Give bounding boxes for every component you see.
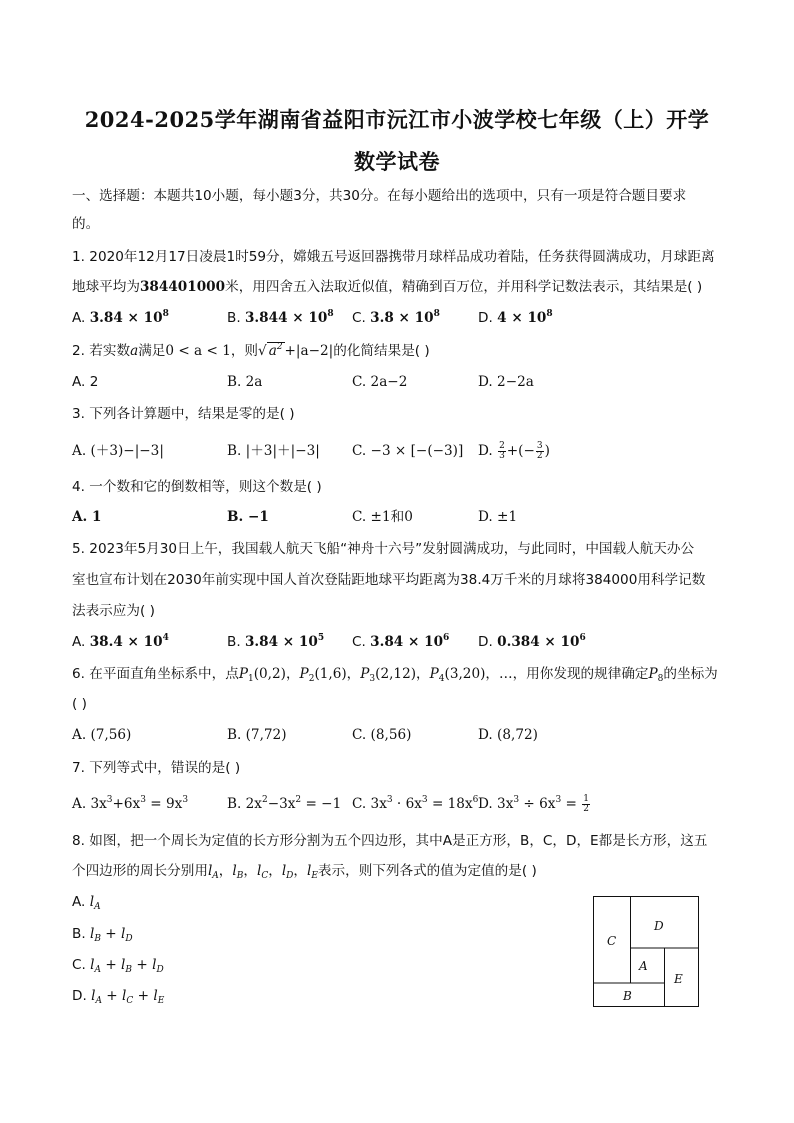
q2-option-b[interactable]: B. 2a — [227, 374, 263, 390]
q1-option-a[interactable]: A. $3.84 \times 10^8$ — [72, 309, 169, 326]
q5-stem-line3: 法表示应为( ) — [72, 603, 155, 619]
region-label-c: C — [607, 934, 617, 948]
q8-option-d[interactable]: D. $l_A + l_C + l_E$ — [72, 988, 165, 1006]
q1-stem-line2: 地球平均为384401000米，用四舍五入法取近似值，精确到百万位，并用科学记数法表示，其结果是( ) — [72, 279, 703, 295]
q5-option-d[interactable]: D. $0.384 \times 10^6$ — [478, 633, 586, 650]
q4-options — [72, 507, 732, 527]
q8-option-b[interactable]: B. $l_B + l_D$ — [72, 926, 133, 944]
q6-option-a[interactable]: A. (7,56) — [72, 727, 132, 743]
q3-option-b[interactable]: B. |＋3|＋|−3| — [227, 443, 320, 459]
region-label-e: E — [674, 972, 683, 986]
q7-option-b[interactable]: B. $2x^2-3x^2 = -1$ — [227, 795, 342, 812]
q3-option-c[interactable]: C. −3 × [−(−3)] — [352, 443, 464, 459]
q3-stem: 3. 下列各计算题中，结果是零的是( ) — [72, 406, 295, 422]
q1-options — [72, 308, 732, 328]
q1-stem-line1: 1. 2020年12月17日凌晨1时59分，嫦娥五号返回器携带月球样品成功着陆，任务获得圆满成功，月球距离 — [72, 249, 715, 265]
section-instructions-cont: 的。 — [72, 216, 100, 232]
q5-option-c[interactable]: C. $3.84 \times 10^6$ — [352, 633, 450, 650]
q7-option-c[interactable]: C. $3x^3 \cdot 6x^3 = 18x^6$ — [352, 795, 479, 812]
q3-option-a[interactable]: A. (＋3)−|−3| — [72, 443, 164, 459]
section-instructions: 一、选择题：本题共10小题，每小题3分，共30分。在每小题给出的选项中，只有一项是符合题目要求 — [72, 188, 687, 204]
q4-option-c[interactable]: C. ±1和0 — [352, 509, 413, 525]
exam-title-line2: 数学试卷 — [354, 149, 440, 174]
q8-option-a[interactable]: A. $l_A$ — [72, 894, 101, 912]
q2-option-a[interactable]: A. 2 — [72, 374, 99, 390]
q6-stem-line1: 6. 在平面直角坐标系中，点$P_1(0,2)$，$P_2(1,6)$，$P_3(2,12)$，$P_4(3,20)$，…，用你发现的规律确定$P_8$的坐标为 — [72, 666, 718, 684]
q2-option-c[interactable]: C. 2a−2 — [352, 374, 408, 390]
q7-option-d[interactable]: D. $3x^3 \div 6x^3$ = $\frac{1}{2}$ — [478, 794, 589, 814]
q6-stem-line2: ( ) — [72, 696, 87, 712]
q2-options — [72, 372, 732, 392]
q4-option-d[interactable]: D. ±1 — [478, 509, 518, 525]
q5-stem-line2: 室也宣布计划在2030年前实现中国人首次登陆距地球平均距离为38.4万千米的月球将384000用科学记数 — [72, 572, 706, 588]
q1-option-d[interactable]: D. $4 \times 10^8$ — [478, 309, 553, 326]
q7-options — [72, 794, 732, 814]
q8-rectangle-diagram — [593, 896, 699, 1007]
q8-stem-line1: 8. 如图，把一个周长为定值的长方形分割为五个四边形，其中A是正方形，B，C，D，E都是长方形，这五 — [72, 833, 708, 849]
region-label-b: B — [623, 989, 632, 1003]
q2-option-d[interactable]: D. 2−2a — [478, 374, 534, 390]
q7-stem: 7. 下列等式中，错误的是( ) — [72, 760, 241, 776]
region-label-a: A — [639, 959, 648, 973]
q3-option-d[interactable]: D. $\frac{2}{3}$ +(− $\frac{3}{2}$ ) — [478, 441, 550, 461]
q4-option-b[interactable]: B. −1 — [227, 509, 269, 525]
region-label-d: D — [654, 919, 664, 933]
q6-options — [72, 725, 732, 745]
q6-option-c[interactable]: C. (8,56) — [352, 727, 412, 743]
q6-option-d[interactable]: D. (8,72) — [478, 727, 538, 743]
rectangle-partition-figure — [593, 896, 699, 1007]
q5-stem-line1: 5. 2023年5月30日上午，我国载人航天飞船“神舟十六号”发射圆满成功，与此同时，中国载人航天办公 — [72, 541, 695, 557]
q1-option-b[interactable]: B. $3.844 \times 10^8$ — [227, 309, 334, 326]
q3-options — [72, 441, 732, 461]
q8-option-c[interactable]: C. $l_A + l_B + l_D$ — [72, 957, 164, 975]
q5-option-b[interactable]: B. $3.84 \times 10^5$ — [227, 633, 325, 650]
q5-option-a[interactable]: A. $38.4 \times 10^4$ — [72, 633, 169, 650]
exam-title-line1: 2024-2025学年湖南省益阳市沅江市小波学校七年级（上）开学 — [84, 107, 710, 132]
q6-option-b[interactable]: B. (7,72) — [227, 727, 287, 743]
q2-stem: 2. 若实数a满足0 < a < 1，则√ $a^2 +|a-2|$的化简结果是( ) — [72, 342, 430, 359]
q1-option-c[interactable]: C. $3.8 \times 10^8$ — [352, 309, 440, 326]
q8-stem-line2: 个四边形的周长分别用$l_A$，$l_B$，$l_C$，$l_D$，$l_E$表示，则下列各式的值为定值的是( ) — [72, 863, 537, 881]
q5-options — [72, 632, 732, 652]
q4-option-a[interactable]: A. 1 — [72, 509, 102, 525]
q4-stem: 4. 一个数和它的倒数相等，则这个数是( ) — [72, 479, 322, 495]
q7-option-a[interactable]: A. $3x^3+6x^3 = 9x^3$ — [72, 795, 189, 812]
